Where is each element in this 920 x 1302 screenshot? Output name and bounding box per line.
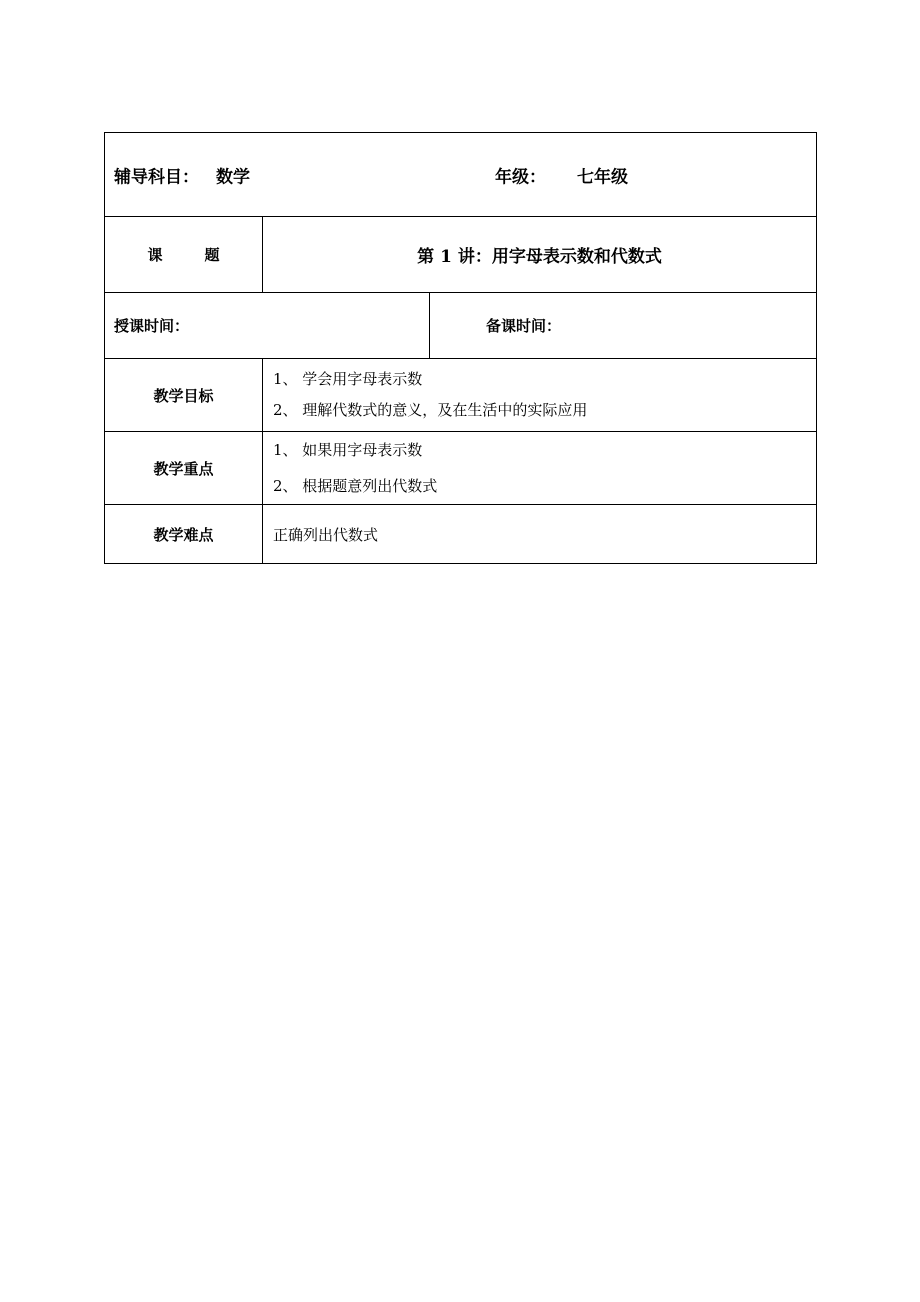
difficulties-row	[105, 505, 817, 564]
prep-time-label: 备课时间：	[430, 293, 817, 359]
subject-value: 数学	[216, 167, 250, 187]
key-points-content	[263, 432, 817, 505]
header-cell	[105, 133, 817, 217]
topic-label	[105, 217, 263, 293]
subject-label: 辅导科目：	[114, 167, 199, 187]
topic-label-char-1: 课	[147, 246, 163, 264]
header-row	[105, 133, 817, 217]
time-row	[105, 293, 817, 359]
teach-time-label: 授课时间：	[105, 293, 430, 359]
goals-content	[263, 359, 817, 432]
grade-value: 七年级	[577, 167, 628, 187]
grade-label: 年级：	[495, 167, 546, 187]
topic-label-char-2: 题	[204, 246, 220, 264]
key-point-item-2: 2、 根据题意列出代数式	[273, 477, 438, 495]
key-points-label: 教学重点	[105, 432, 263, 505]
key-points-row	[105, 432, 817, 505]
lesson-plan-table	[104, 132, 817, 564]
goal-item-2: 2、 理解代数式的意义，及在生活中的实际应用	[273, 401, 588, 419]
topic-title: 第 1 讲：用字母表示数和代数式	[263, 217, 817, 293]
goals-label: 教学目标	[105, 359, 263, 432]
goals-row	[105, 359, 817, 432]
topic-row	[105, 217, 817, 293]
key-point-item-1: 1、 如果用字母表示数	[273, 441, 423, 459]
difficulties-content: 正确列出代数式	[263, 505, 817, 564]
goal-item-1: 1、 学会用字母表示数	[273, 370, 423, 388]
difficulties-label: 教学难点	[105, 505, 263, 564]
